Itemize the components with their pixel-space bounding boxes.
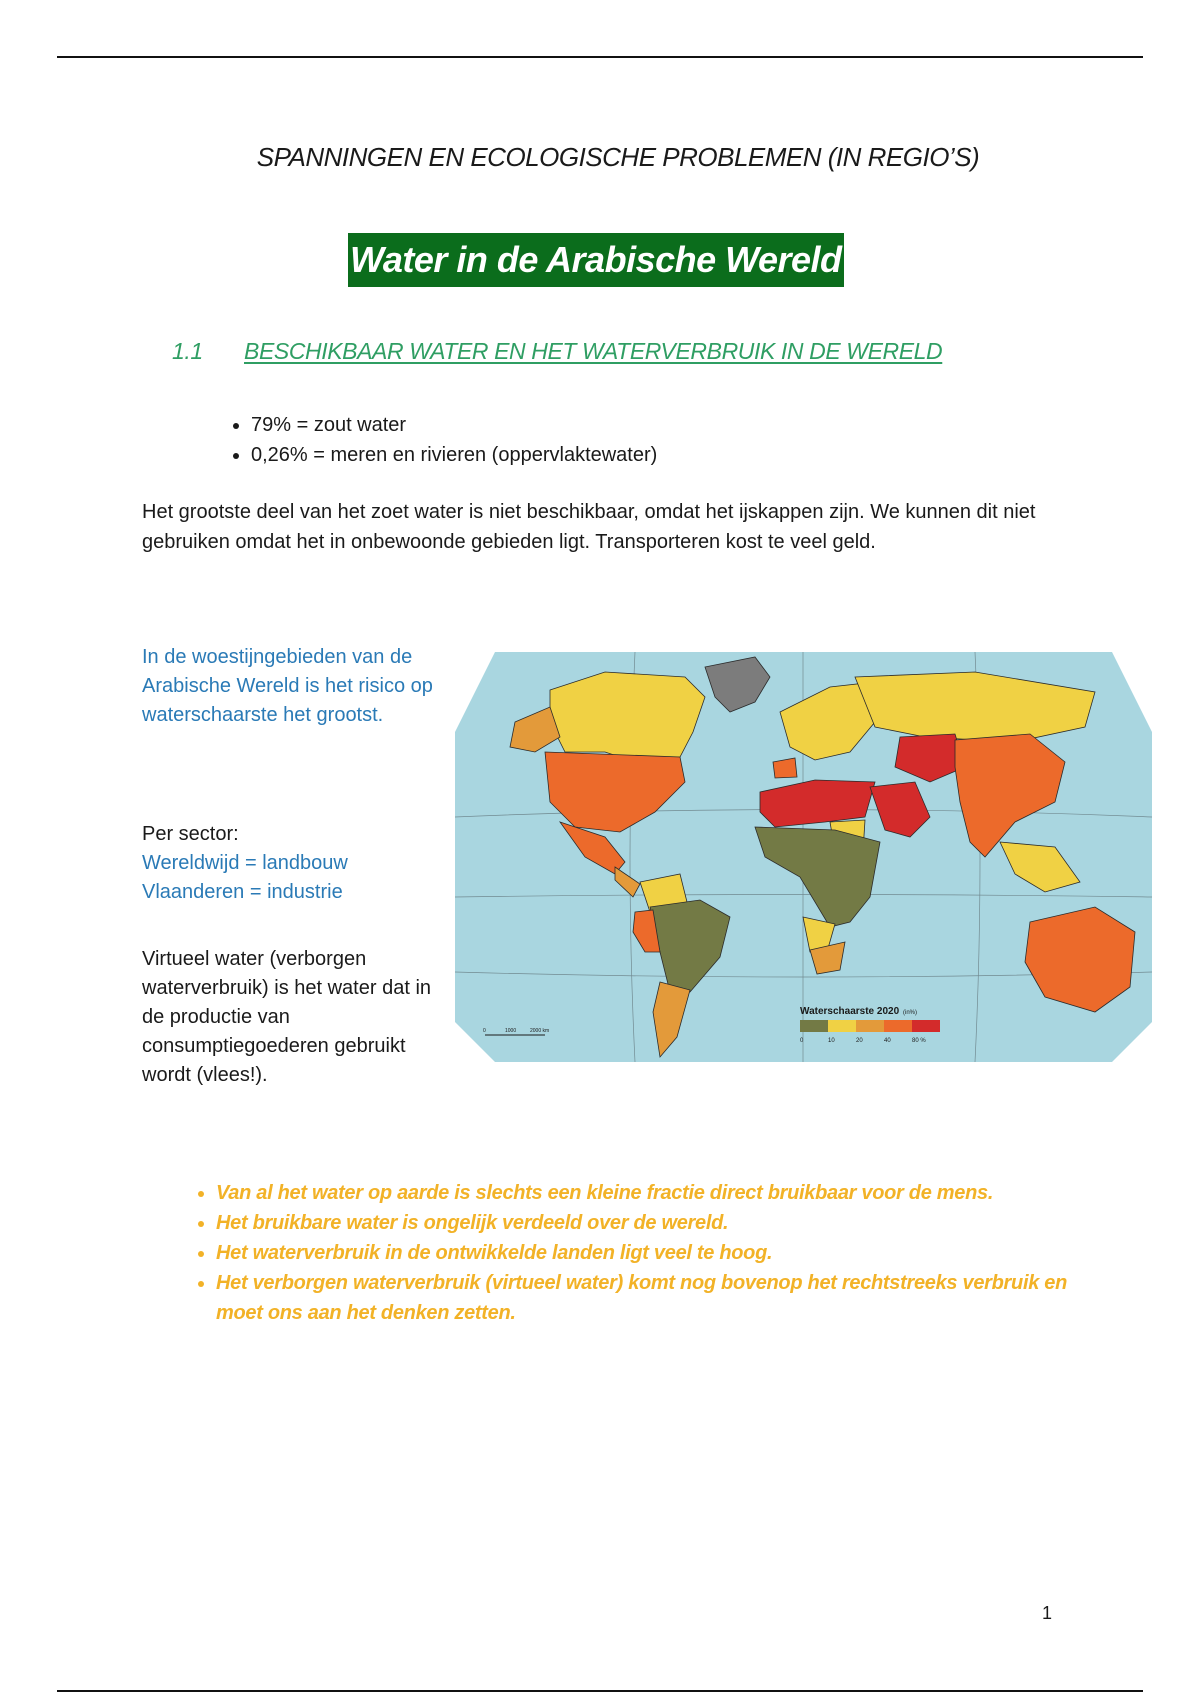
list-item: • 0,26% = meren en rivieren (oppervlaktewater) (251, 440, 657, 470)
page-number: 1 (1042, 1603, 1053, 1623)
list-item: • Het bruikbare water is ongelijk verdeeld over de wereld. (216, 1208, 1096, 1238)
legend-tick: 20 (856, 1038, 863, 1044)
water-scarcity-world-map (455, 652, 1152, 1062)
desert-risk-text: In de woestijngebieden van de Arabische Wereld is het risico op waterschaarste het grootst. (142, 646, 433, 726)
sector-world: Wereldwijd = landbouw (142, 852, 348, 874)
scale-tick: 2000 km (530, 1028, 550, 1034)
legend-swatch (828, 1020, 856, 1032)
legend-swatch (884, 1020, 912, 1032)
section-title: BESCHIKBAAR WATER EN HET WATERVERBRUIK IN DE WERELD (244, 338, 943, 364)
document-title: Water in de Arabische Wereld (348, 233, 844, 287)
top-rule (57, 56, 1143, 58)
conclusions-list (180, 1178, 1096, 1328)
intro-paragraph: Het grootste deel van het zoet water is niet beschikbaar, omdat het ijskappen zijn. We kunnen dit niet gebruiken omdat het in onbewoonde gebieden ligt. Transporteren kost te veel geld. (142, 501, 1036, 553)
scale-tick: 1000 (505, 1028, 517, 1034)
legend-swatch (800, 1020, 828, 1032)
scale-tick: 0 (483, 1028, 486, 1034)
list-item: • Van al het water op aarde is slechts een kleine fractie direct bruikbaar voor de mens. (216, 1178, 1096, 1208)
list-item: • Het verborgen waterverbruik (virtueel water) komt nog bovenop het rechtstreeks verbruik en moet ons aan het denken zetten. (216, 1268, 1096, 1328)
section-number: 1.1 (172, 338, 203, 364)
legend-tick: 40 (884, 1038, 891, 1044)
virtual-water-text: Virtueel water (verborgen waterverbruik) is het water dat in de productie van consumptiegoederen gebruikt wordt (vlees!). (142, 948, 432, 1086)
sector-block (142, 820, 442, 907)
legend-tick: 0 (800, 1038, 804, 1044)
legend-swatch (856, 1020, 884, 1032)
region-canada (550, 672, 705, 762)
list-item: • Het waterverbruik in de ontwikkelde landen ligt veel te hoog. (216, 1238, 1096, 1268)
header-title: SPANNINGEN EN ECOLOGISCHE PROBLEMEN (IN REGIO’S) (256, 142, 980, 172)
sector-flanders: Vlaanderen = industrie (142, 881, 343, 903)
legend-tick: 10 (828, 1038, 835, 1044)
bottom-rule (57, 1690, 1143, 1692)
list-item: • 79% = zout water (251, 410, 657, 440)
legend-swatch (912, 1020, 940, 1032)
section-heading (172, 338, 942, 365)
legend-title: Waterschaarste 2020 (800, 1006, 900, 1017)
legend-tick: 80 % (912, 1038, 926, 1044)
facts-list (215, 410, 657, 470)
region-iberia (773, 758, 797, 778)
legend-unit: (in%) (903, 1010, 918, 1016)
sector-label: Per sector: (142, 823, 239, 845)
